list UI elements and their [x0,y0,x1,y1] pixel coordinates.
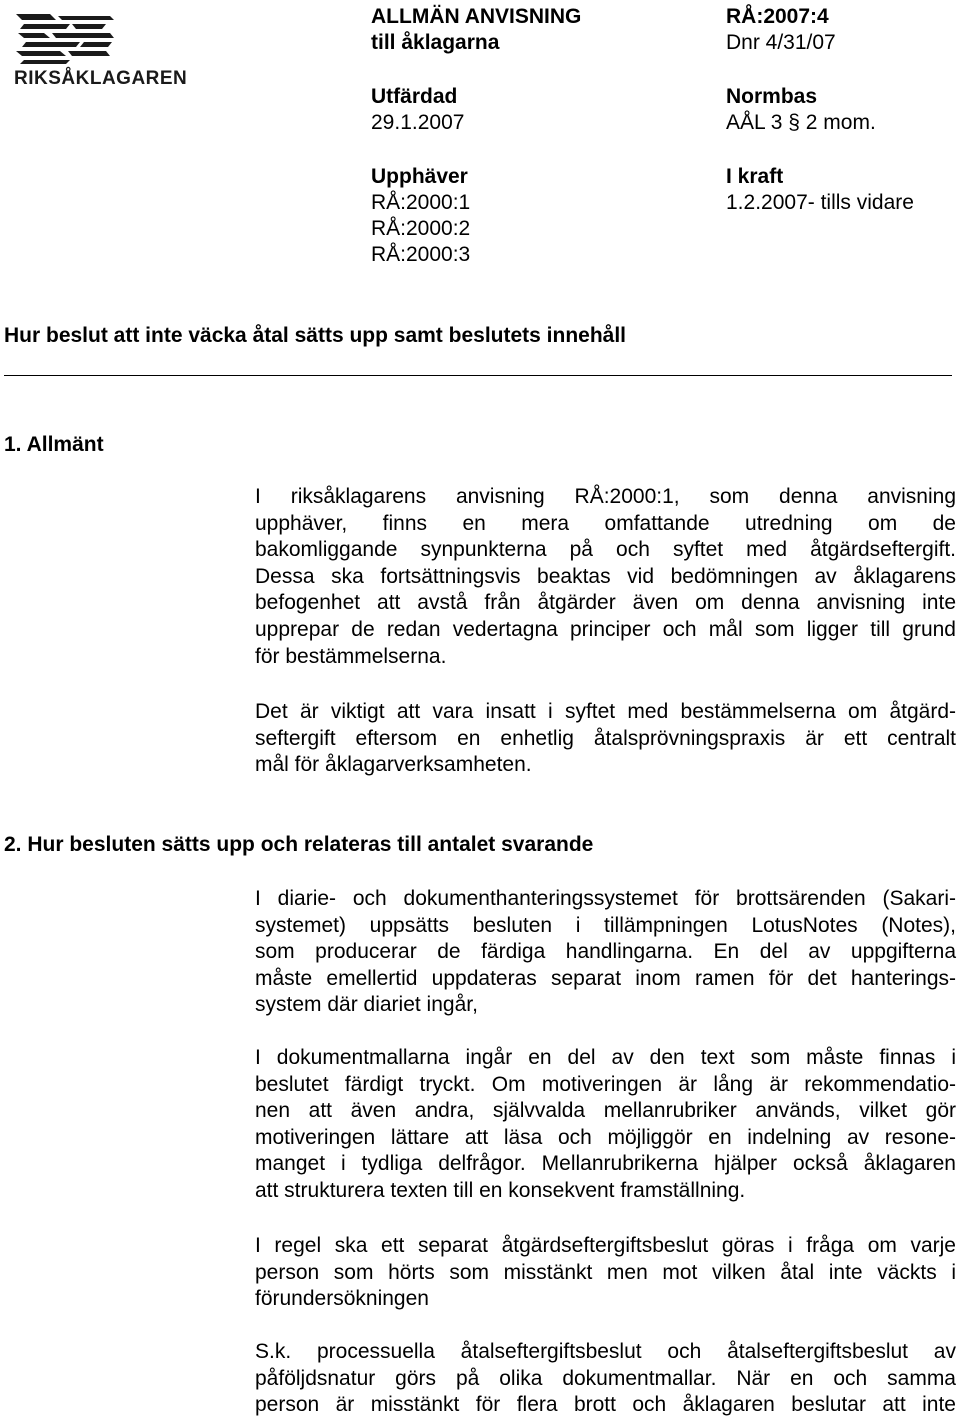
text-line: person är misstänkt för flera brott och åklagaren beslutar att inte [255,1393,956,1417]
repealed-item: RÅ:2000:1 [371,191,471,214]
section-2-paragraph-3 [255,1233,956,1313]
repeals-label: Upphäver [371,165,468,188]
normbasis-label: Normbas [726,85,818,108]
document-type-heading: ALLMÄN ANVISNING [371,5,582,28]
text-line: manget i tydliga delfrågor. Mellanrubrikerna hjälper också åklagaren [255,1152,956,1176]
document-title: Hur beslut att inte väcka åtal sätts upp samt beslutets innehåll [4,324,627,347]
text-line: att strukturera texten till en konsekvent framställning. [255,1178,746,1202]
text-line: befogenhet att avstå från åtgärder även om denna anvisning inte [255,591,956,615]
section-2-paragraph-4 [255,1339,956,1419]
section-2-paragraph-1 [255,886,956,1019]
riksaklagaren-logo [10,8,188,98]
text-line: I dokumentmallarna ingår en del av den text som måste finnas i [255,1046,956,1069]
text-line: bakomliggande synpunkterna på och syftet med åtgärdseftergift. [255,538,956,562]
text-line: I diarie- och dokumenthanteringssystemet för brottsärenden (Sakari- [255,887,956,910]
text-line: som producerar de färdiga handlingarna. En del av uppgifterna [255,940,956,964]
text-line: för bestämmelserna. [255,644,447,668]
text-line: Det är viktigt att vara insatt i syftet med bestämmelserna om åtgärd- [255,700,956,723]
in-force-value: 1.2.2007- tills vidare [726,191,914,214]
text-line: upphäver, finns en mera omfattande utredning om de [255,511,956,535]
text-line: systemet) uppsätts besluten i tillämpningen LotusNotes (Notes), [255,913,956,937]
text-line: motiveringen lättare att läsa och möjliggör en indelning av resone- [255,1125,956,1149]
section-1-heading: 1. Allmänt [4,433,104,456]
text-line: person som hörts som misstänkt men mot vilken åtal inte väckts i [255,1260,956,1284]
section-2-paragraph-2 [255,1045,956,1205]
text-line: nen att även andra, självvalda mellanrubriker används, vilket gör [255,1099,956,1123]
text-line: system där diariet ingår, [255,993,478,1017]
text-line: S.k. processuella åtalseftergiftsbeslut och åtalseftergiftsbeslut av [255,1340,956,1363]
text-line: upprepar de redan vedertagna principer och mål som ligger till grund [255,617,956,641]
document-audience: till åklagarna [371,31,500,54]
diary-number: Dnr 4/31/07 [726,31,836,54]
in-force-label: I kraft [726,165,784,188]
text-line: måste emellertid uppdateras separat inom ramen för det hanterings- [255,966,956,990]
section-2-heading: 2. Hur besluten sätts upp och relateras till antalet svarande [4,833,594,856]
logo-wordmark: RIKSÅKLAGAREN [14,68,188,89]
normbasis-value: AÅL 3 § 2 mom. [726,111,876,134]
text-line: beslutet färdigt tryckt. Om motiveringen är lång är rekommendatio- [255,1072,956,1096]
title-divider [4,375,952,376]
issued-label: Utfärdad [371,85,458,108]
text-line: påföljdsnatur görs på olika dokumentmallar. När en och samma [255,1366,956,1390]
text-line: mål för åklagarverksamheten. [255,753,532,777]
section-1-paragraph-1 [255,484,956,670]
issued-date: 29.1.2007 [371,111,465,134]
document-number: RÅ:2007:4 [726,5,829,28]
section-1-paragraph-2 [255,699,956,779]
repealed-item: RÅ:2000:3 [371,243,471,266]
repealed-item: RÅ:2000:2 [371,217,471,240]
text-line: förundersökningen [255,1287,429,1311]
text-line: I riksåklagarens anvisning RÅ:2000:1, som denna anvisning [255,485,956,508]
text-line: Dessa ska fortsättningsvis beaktas vid bedömningen av åklagarens [255,564,956,588]
text-line: seftergift eftersom en enhetlig åtalsprövningspraxis är ett centralt [255,726,956,750]
text-line: I regel ska ett separat åtgärdseftergiftsbeslut göras i fråga om varje [255,1234,956,1257]
